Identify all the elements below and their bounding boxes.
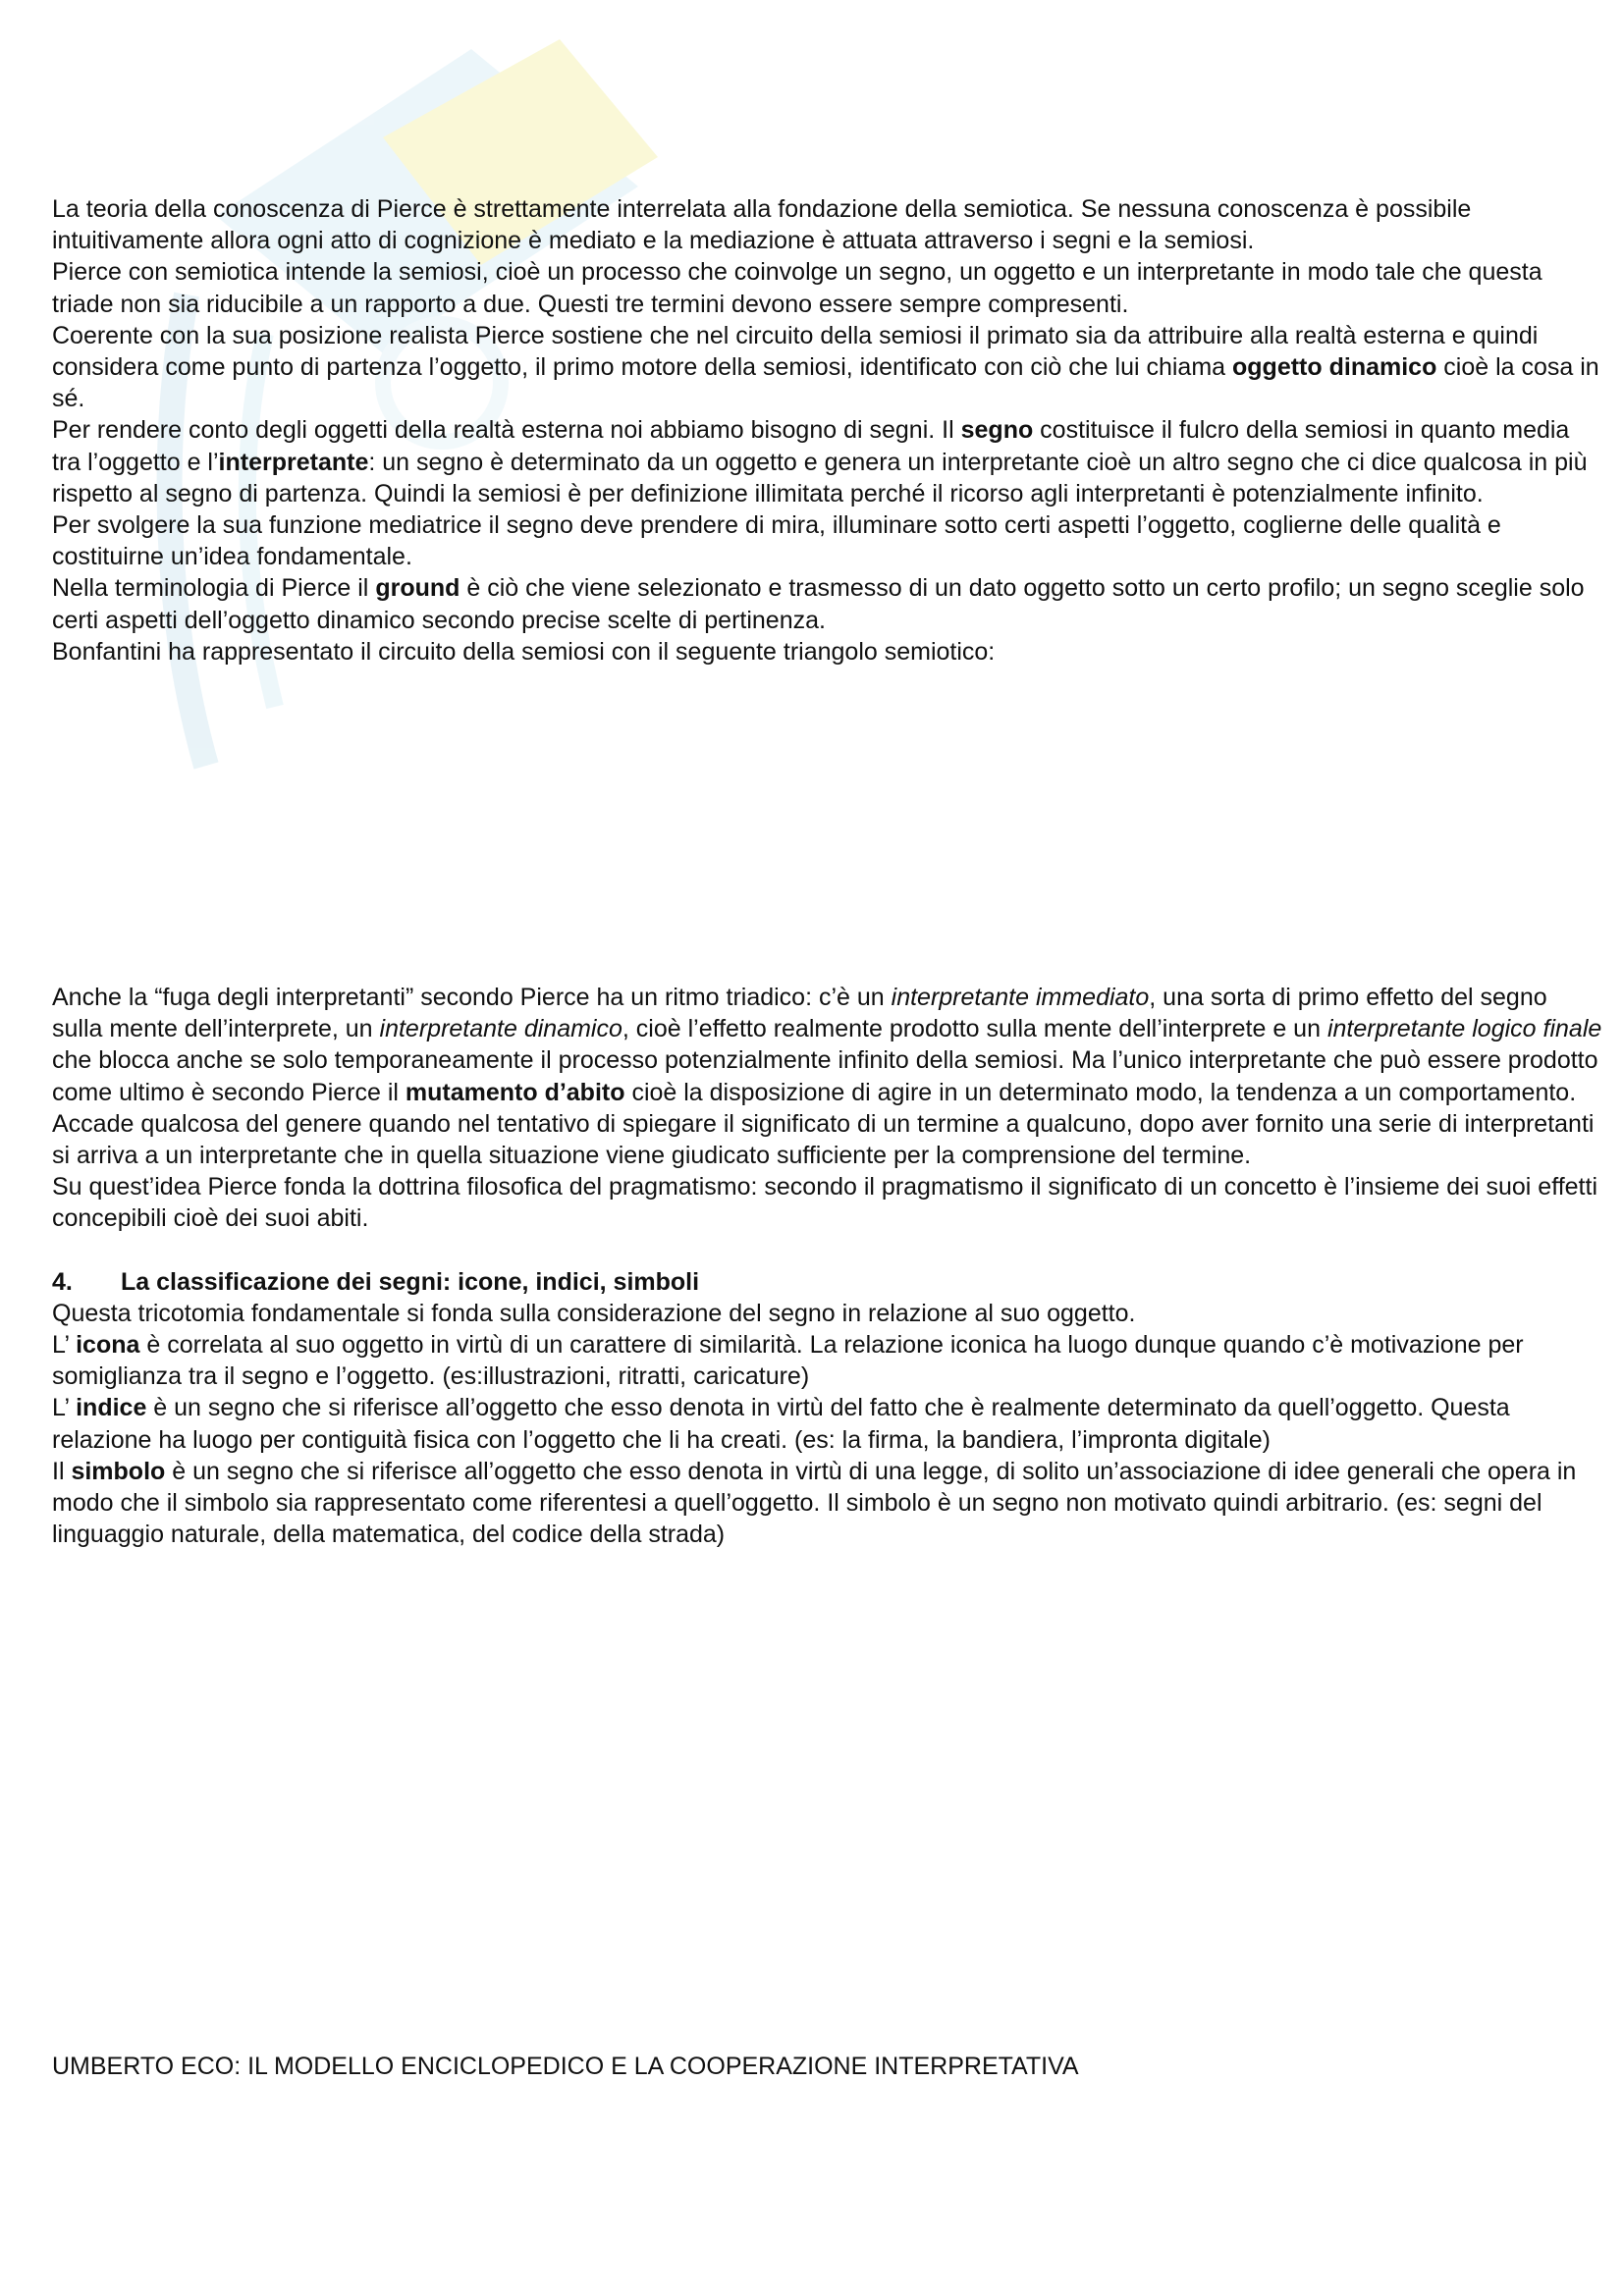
term-ground: ground [375, 574, 460, 603]
paragraph: Coerente con la sua posizione realista Pierce sostiene che nel circuito della semiosi il primato sia da attribuire alla realtà esterna e quindi considera come punto di partenza l’oggetto, il primo motore della semiosi, identificato con ciò che lui chiama oggetto dinamico cioè la cosa in sé. [52, 321, 1599, 413]
term-oggetto-dinamico: oggetto dinamico [1232, 353, 1437, 382]
triangle-figure-placeholder [52, 667, 1603, 982]
paragraph: Nella terminologia di Pierce il ground è ciò che viene selezionato e trasmesso di un dato oggetto sotto un certo profilo; un segno sceglie solo certi aspetti dell’oggetto dinamico secondo precise scelte di pertinenza. [52, 574, 1585, 634]
paragraph: Questa tricotomia fondamentale si fonda sulla considerazione del segno in relazione al suo oggetto. [52, 1299, 1136, 1327]
paragraph: Pierce con semiotica intende la semiosi, cioè un processo che coinvolge un segno, un oggetto e un interpretante in modo tale che questa triade non sia riducibile a un rapporto a due. Questi tre termini devono essere sempre compresenti. [52, 258, 1542, 318]
paragraph: Per rendere conto degli oggetti della realtà esterna noi abbiamo bisogno di segni. Il segno costituisce il fulcro della semiosi in quanto media tra l’oggetto e l’interpretante: un segno è determinato da un oggetto e genera un interpretante cioè un altro segno che ci dice qualcosa in più rispetto al segno di partenza. Quindi la semiosi è per definizione illimitata perché il ricorso agli interpretanti è potenzialmente infinito. [52, 416, 1588, 507]
term-indice: indice [76, 1394, 147, 1422]
section-heading [52, 1266, 1603, 1298]
term-segno: segno [960, 416, 1034, 445]
paragraph: Su quest’idea Pierce fonda la dottrina filosofica del pragmatismo: secondo il pragmatismo il significato di un concetto è l’insieme dei suoi effetti concepibili cioè dei suoi abiti. [52, 1173, 1597, 1233]
paragraph: Bonfantini ha rappresentato il circuito della semiosi con il seguente triangolo semiotico: [52, 637, 996, 666]
paragraph: L’ icona è correlata al suo oggetto in virtù di un carattere di similarità. La relazione iconica ha luogo dunque quando c’è motivazione per somiglianza tra il segno e l’oggetto. (es:illustrazioni, ritratti, caricature) [52, 1331, 1524, 1391]
paragraph: Anche la “fuga degli interpretanti” secondo Pierce ha un ritmo triadico: c’è un interpretante immediato, una sorta di primo effetto del segno sulla mente dell’interprete, un interpretante dinamico, cioè l’effetto realmente prodotto sulla mente dell’interprete e un interpretante logico finale che blocca anche se solo temporaneamente il processo potenzialmente infinito della semiosi. Ma l’unico interpretante che può essere prodotto come ultimo è secondo Pierce il mutamento d’abito cioè la disposizione di agire in un determinato modo, la tendenza a un comportamento. Accade qualcosa del genere quando nel tentativo di spiegare il significato di un termine a qualcuno, dopo aver fornito una serie di interpretanti si arriva a un interpretante che in quella situazione viene giudicato sufficiente per la comprensione del termine. [52, 984, 1602, 1170]
paragraph: L’ indice è un segno che si riferisce all’oggetto che esso denota in virtù del fatto che è realmente determinato da quell’oggetto. Questa relazione ha luogo per contiguità fisica con l’oggetto che li ha creati. (es: la firma, la bandiera, l’impronta digitale) [52, 1394, 1510, 1454]
paragraph: Per svolgere la sua funzione mediatrice il segno deve prendere di mira, illuminare sotto certi aspetti l’oggetto, coglierne delle qualità e costituirne un’idea fondamentale. [52, 511, 1501, 571]
document-body [52, 193, 1603, 1551]
paragraph: La teoria della conoscenza di Pierce è strettamente interrelata alla fondazione della semiotica. Se nessuna conoscenza è possibile intuitivamente allora ogni atto di cognizione è mediato e la mediazione è attuata attraverso i segni e la semiosi. [52, 195, 1472, 255]
term-simbolo: simbolo [71, 1457, 166, 1485]
section-number: 4. [52, 1267, 73, 1296]
next-section-title: UMBERTO ECO: IL MODELLO ENCICLOPEDICO E LA COOPERAZIONE INTERPRETATIVA [52, 2053, 1079, 2080]
term-icona: icona [76, 1331, 140, 1360]
term-interpretante: interpretante [218, 448, 369, 476]
term-mutamento-abito: mutamento d’abito [405, 1078, 625, 1106]
paragraph: Il simbolo è un segno che si riferisce all’oggetto che esso denota in virtù di una legge, di solito un’associazione di idee generali che opera in modo che il simbolo sia rappresentato come riferentesi a quell’oggetto. Il simbolo è un segno non motivato quindi arbitrario. (es: segni del linguaggio naturale, della matematica, del codice della strada) [52, 1457, 1577, 1549]
section-title: La classificazione dei segni: icone, indici, simboli [121, 1267, 700, 1296]
